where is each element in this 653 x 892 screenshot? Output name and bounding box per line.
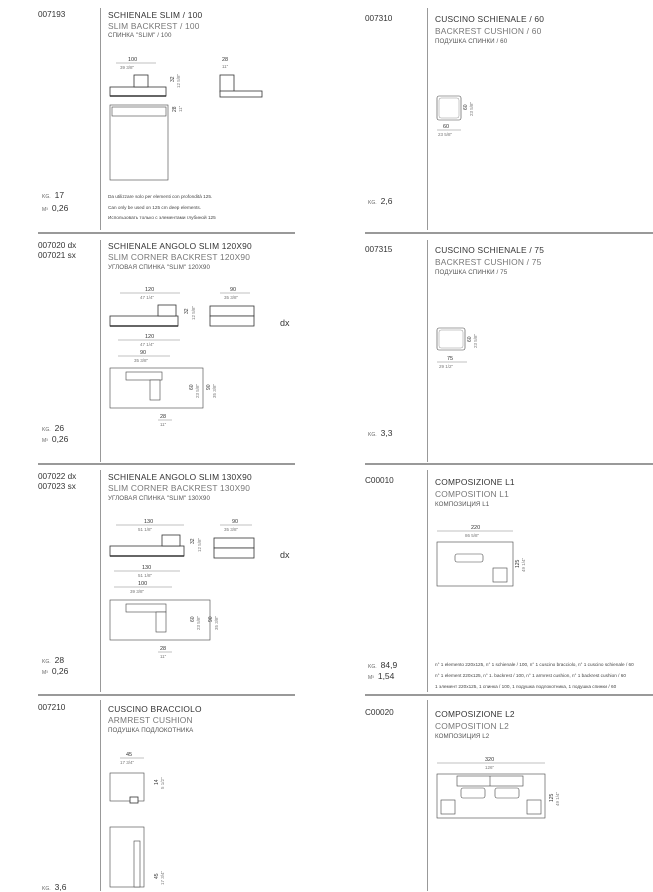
svg-text:100: 100 [138, 581, 148, 587]
row-separator [38, 232, 295, 234]
svg-text:35 3/8": 35 3/8" [212, 383, 217, 398]
svg-text:35 3/8": 35 3/8" [224, 295, 239, 300]
weight: KG. 26 [42, 423, 65, 433]
title-it: CUSCINO SCHIENALE / 75 [435, 245, 545, 255]
svg-text:14: 14 [154, 779, 160, 785]
technical-drawing [100, 512, 280, 662]
svg-text:120: 120 [145, 287, 155, 293]
svg-text:29 1/2": 29 1/2" [439, 364, 454, 369]
technical-drawing [427, 90, 507, 140]
svg-text:11": 11" [160, 654, 167, 659]
dim-height: 32 [170, 76, 176, 82]
note-ru: Использовать только с элементами глубиной 125 [108, 215, 216, 220]
svg-text:32: 32 [184, 308, 190, 314]
technical-drawing [100, 280, 280, 430]
product-code: 007210 [38, 703, 66, 712]
dim-depth2-in: 11" [178, 105, 183, 112]
title-it: CUSCINO BRACCIOLO [108, 704, 202, 714]
title-en: SLIM CORNER BACKREST 120X90 [108, 252, 251, 262]
weight: KG. 3,6 [42, 882, 67, 892]
svg-text:220: 220 [471, 525, 481, 531]
product-code: C00020 [365, 708, 394, 717]
svg-text:17 3/4": 17 3/4" [160, 870, 165, 885]
svg-text:47 1/4": 47 1/4" [140, 295, 155, 300]
svg-text:60: 60 [443, 124, 450, 130]
title-it: COMPOSIZIONE L1 [435, 477, 515, 487]
product-code: 007193 [38, 10, 66, 19]
title-it: SCHIENALE ANGOLO SLIM 120X90 [108, 241, 252, 251]
note-en: n° 1 element 220x125, n° 1. backrest / 100, n° 1 armrest cushion, n° 1 backrest cushion / 60 [435, 673, 626, 678]
svg-text:90: 90 [232, 519, 239, 525]
svg-text:47 1/4": 47 1/4" [140, 342, 155, 347]
dim-height-in: 12 5/8" [176, 73, 181, 88]
volume: M³ 0,26 [42, 203, 69, 213]
svg-text:60: 60 [467, 336, 473, 342]
weight: KG. 84,9 [368, 660, 398, 670]
row-separator [365, 463, 653, 465]
svg-text:5 1/2": 5 1/2" [160, 777, 165, 789]
svg-text:28: 28 [160, 414, 167, 420]
note-it: Da utilizzare solo per elementi con profondità 125. [108, 194, 213, 199]
row-separator [38, 463, 295, 465]
svg-text:32: 32 [190, 538, 196, 544]
title-ru: ПОДУШКА СПИНКИ / 60 [435, 38, 508, 45]
svg-text:75: 75 [447, 356, 454, 362]
note-ru: 1 элемент 220x125, 1 спинка / 100, 1 подушка подлокотника, 1 подушка спинки / 60 [435, 684, 617, 689]
svg-text:86 5/8": 86 5/8" [465, 533, 480, 538]
product-code: 007310 [365, 14, 393, 23]
svg-text:60: 60 [190, 616, 196, 622]
weight: KG. 28 [42, 655, 65, 665]
title-en: SLIM BACKREST / 100 [108, 21, 200, 31]
title-it: COMPOSIZIONE L2 [435, 709, 515, 719]
dim-depth-in: 11" [222, 64, 229, 69]
svg-text:90: 90 [230, 287, 237, 293]
title-en: COMPOSITION L2 [435, 721, 509, 731]
svg-text:39 3/8": 39 3/8" [130, 589, 145, 594]
product-code: C00010 [365, 476, 394, 485]
dim-depth: 28 [222, 57, 229, 63]
technical-drawing [427, 752, 577, 832]
title-en: BACKREST CUSHION / 60 [435, 26, 542, 36]
svg-text:90: 90 [208, 616, 214, 622]
svg-text:45: 45 [126, 752, 133, 758]
title-ru: ПОДУШКА СПИНКИ / 75 [435, 269, 508, 276]
svg-text:23 5/8": 23 5/8" [196, 615, 201, 630]
title-ru: УГЛОВАЯ СПИНКА "SLIM" 120X90 [108, 264, 211, 271]
dim-depth2: 28 [172, 106, 178, 112]
svg-text:90: 90 [206, 384, 212, 390]
orientation-label: dx [280, 318, 290, 328]
product-code: 007022 dx [38, 472, 77, 481]
svg-text:90: 90 [140, 350, 147, 356]
svg-text:130: 130 [144, 519, 154, 525]
svg-text:49 1/4": 49 1/4" [521, 557, 526, 572]
svg-text:125: 125 [515, 559, 521, 568]
orientation-label: dx [280, 550, 290, 560]
title-ru: КОМПОЗИЦИЯ L1 [435, 501, 490, 508]
svg-text:17 3/4": 17 3/4" [120, 760, 135, 765]
title-en: COMPOSITION L1 [435, 489, 509, 499]
title-en: SLIM CORNER BACKREST 130X90 [108, 483, 251, 493]
row-separator [38, 694, 295, 696]
row-separator [365, 694, 653, 696]
svg-text:49 1/4": 49 1/4" [555, 791, 560, 806]
volume: M³ 0,26 [42, 434, 69, 444]
svg-text:28: 28 [160, 646, 167, 652]
svg-text:120: 120 [145, 334, 155, 340]
product-code-alt: 007023 sx [38, 482, 76, 491]
technical-drawing [100, 745, 200, 891]
svg-text:51 1/8": 51 1/8" [138, 527, 153, 532]
note-it: n° 1 elemento 220x125, n° 1 schienale / 100, n° 1 cuscino bracciolo, n° 1 cuscino schienale / 60 [435, 662, 634, 667]
svg-text:12 5/8": 12 5/8" [191, 305, 196, 320]
title-it: SCHIENALE SLIM / 100 [108, 10, 203, 20]
title-en: ARMREST CUSHION [108, 715, 193, 725]
svg-text:130: 130 [142, 565, 152, 571]
title-it: CUSCINO SCHIENALE / 60 [435, 14, 545, 24]
technical-drawing [100, 50, 280, 190]
title-ru: УГЛОВАЯ СПИНКА "SLIM" 130X90 [108, 495, 211, 502]
product-code-alt: 007021 sx [38, 251, 76, 260]
volume: M³ 0,26 [42, 666, 69, 676]
svg-text:60: 60 [189, 384, 195, 390]
svg-text:35 3/8": 35 3/8" [134, 358, 149, 363]
svg-text:125: 125 [549, 793, 555, 802]
volume: M³ 1,54 [368, 671, 395, 681]
svg-text:23 5/8": 23 5/8" [469, 101, 474, 116]
svg-text:126": 126" [485, 765, 495, 770]
dim-width-in: 39 3/8" [120, 65, 135, 70]
product-code: 007020 dx [38, 241, 77, 250]
svg-text:23 5/8": 23 5/8" [438, 132, 453, 137]
technical-drawing [427, 520, 547, 592]
svg-text:45: 45 [154, 873, 160, 879]
row-separator [365, 232, 653, 234]
svg-text:35 3/8": 35 3/8" [214, 615, 219, 630]
svg-text:11": 11" [160, 422, 167, 427]
title-en: BACKREST CUSHION / 75 [435, 257, 542, 267]
weight: KG. 2,6 [368, 196, 393, 206]
weight: KG. 3,3 [368, 428, 393, 438]
svg-text:35 3/8": 35 3/8" [224, 527, 239, 532]
title-ru: ПОДУШКА ПОДЛОКОТНИКА [108, 727, 194, 734]
svg-text:12 5/8": 12 5/8" [197, 537, 202, 552]
svg-text:320: 320 [485, 757, 495, 763]
technical-drawing [427, 322, 507, 372]
title-it: SCHIENALE ANGOLO SLIM 130X90 [108, 472, 252, 482]
svg-text:51 1/8": 51 1/8" [138, 573, 153, 578]
product-code: 007315 [365, 245, 393, 254]
svg-text:60: 60 [463, 104, 469, 110]
note-en: Can only be used on 125 cm deep elements. [108, 205, 202, 210]
svg-text:23 5/8": 23 5/8" [473, 333, 478, 348]
title-ru: СПИНКА "SLIM" / 100 [108, 32, 172, 39]
dim-width: 100 [128, 57, 138, 63]
title-ru: КОМПОЗИЦИЯ L2 [435, 733, 490, 740]
weight: KG. 17 [42, 190, 65, 200]
svg-text:23 5/8": 23 5/8" [195, 383, 200, 398]
